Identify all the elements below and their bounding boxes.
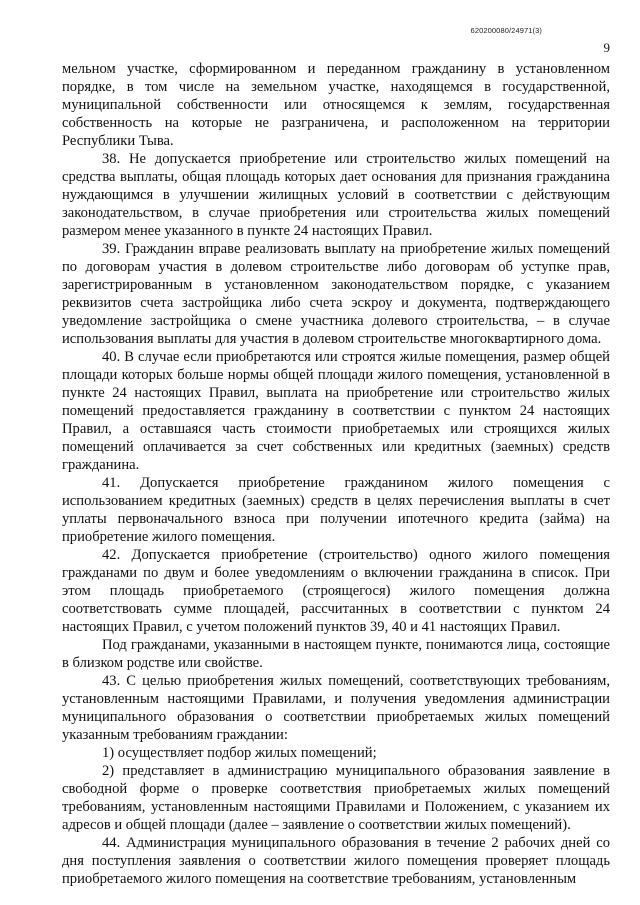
paragraph-43: 43. С целью приобретения жилых помещений, соответствующих требованиям, установленным настоящими Правилами, и получения уведомления администрации муниципального образования о соответствии приобретаемых жилых помещений указанным требованиям граждании: (62, 673, 610, 743)
paragraph-43-item-2: 2) представляет в администрацию муниципального образования заявление в свободной форме о проверке соответствия приобретаемых жилых помещений требованиям, установленным настоящими Правилами и Положением, с указанием их адресов и общей площади (далее – заявление о соответствии жилых помещений). (62, 763, 610, 833)
paragraph-continuation: мельном участке, сформированном и переданном гражданину в установленном порядке, в том числе на земельном участке, находящемся в государственной, муниципальной собственности или относящемся к землям, государственная собственность на которые не разграничена, и расположенном на территории Республики Тыва. (62, 61, 610, 149)
paragraph-42: 42. Допускается приобретение (строительство) одного жилого помещения гражданами по двум и более уведомлениям о включении гражданина в список. При этом площадь приобретаемого (строящегося) жилого помещения должна соответствовать сумме площадей, рассчитанных в соответствии с пунктом 24 настоящих Правил, с учетом положений пунктов 39, 40 и 41 настоящих Правил. (62, 547, 610, 635)
paragraph-43-item-1: 1) осуществляет подбор жилых помещений; (102, 745, 377, 761)
document-body (62, 60, 610, 888)
page-number: 9 (603, 40, 610, 55)
paragraph-44: 44. Администрация муниципального образования в течение 2 рабочих дней со дня поступления заявления о соответствии жилого помещения проверяет площадь приобретаемого жилого помещения на соответствие требованиям, установленным (62, 835, 610, 887)
paragraph-38: 38. Не допускается приобретение или строительство жилых помещений на средства выплаты, общая площадь которых дает основания для признания гражданина нуждающимся в улучшении жилищных условий в соответствии с действующим законодательством, в случае приобретения или строительства жилых помещений размером менее указанного в пункте 24 настоящих Правил. (62, 151, 610, 239)
paragraph-42-note: Под гражданами, указанными в настоящем пункте, понимаются лица, состоящие в близком родстве или свойстве. (62, 637, 610, 671)
paragraph-40: 40. В случае если приобретаются или строятся жилые помещения, размер общей площади которых больше нормы общей площади жилого помещения, установленной в пункте 24 настоящих Правил, выплата на приобретение или строительство жилых помещений предоставляется гражданину в соответствии с пунктом 24 настоящих Правил, а оставшаяся часть стоимости приобретаемых или строящихся жилых помещений оплачивается за счет собственных или кредитных (заемных) средств гражданина. (62, 349, 610, 473)
paragraph-41: 41. Допускается приобретение гражданином жилого помещения с использованием кредитных (заемных) средств в целях перечисления выплаты в счет уплаты первоначального взноса при получении ипотечного кредита (займа) на приобретение жилого помещения. (62, 475, 610, 545)
paragraph-39: 39. Гражданин вправе реализовать выплату на приобретение жилых помещений по договорам участия в долевом строительстве либо договорам об уступке прав, зарегистрированным в установленном законодательством порядке, с указанием реквизитов счета застройщика либо счета эскроу и документа, подтверждающего уведомление застройщика о смене участника долевого строительства, – в случае использования выплаты для участия в долевом строительстве многоквартирного дома. (62, 241, 610, 347)
document-code: 620200080/24971(3) (470, 26, 542, 35)
